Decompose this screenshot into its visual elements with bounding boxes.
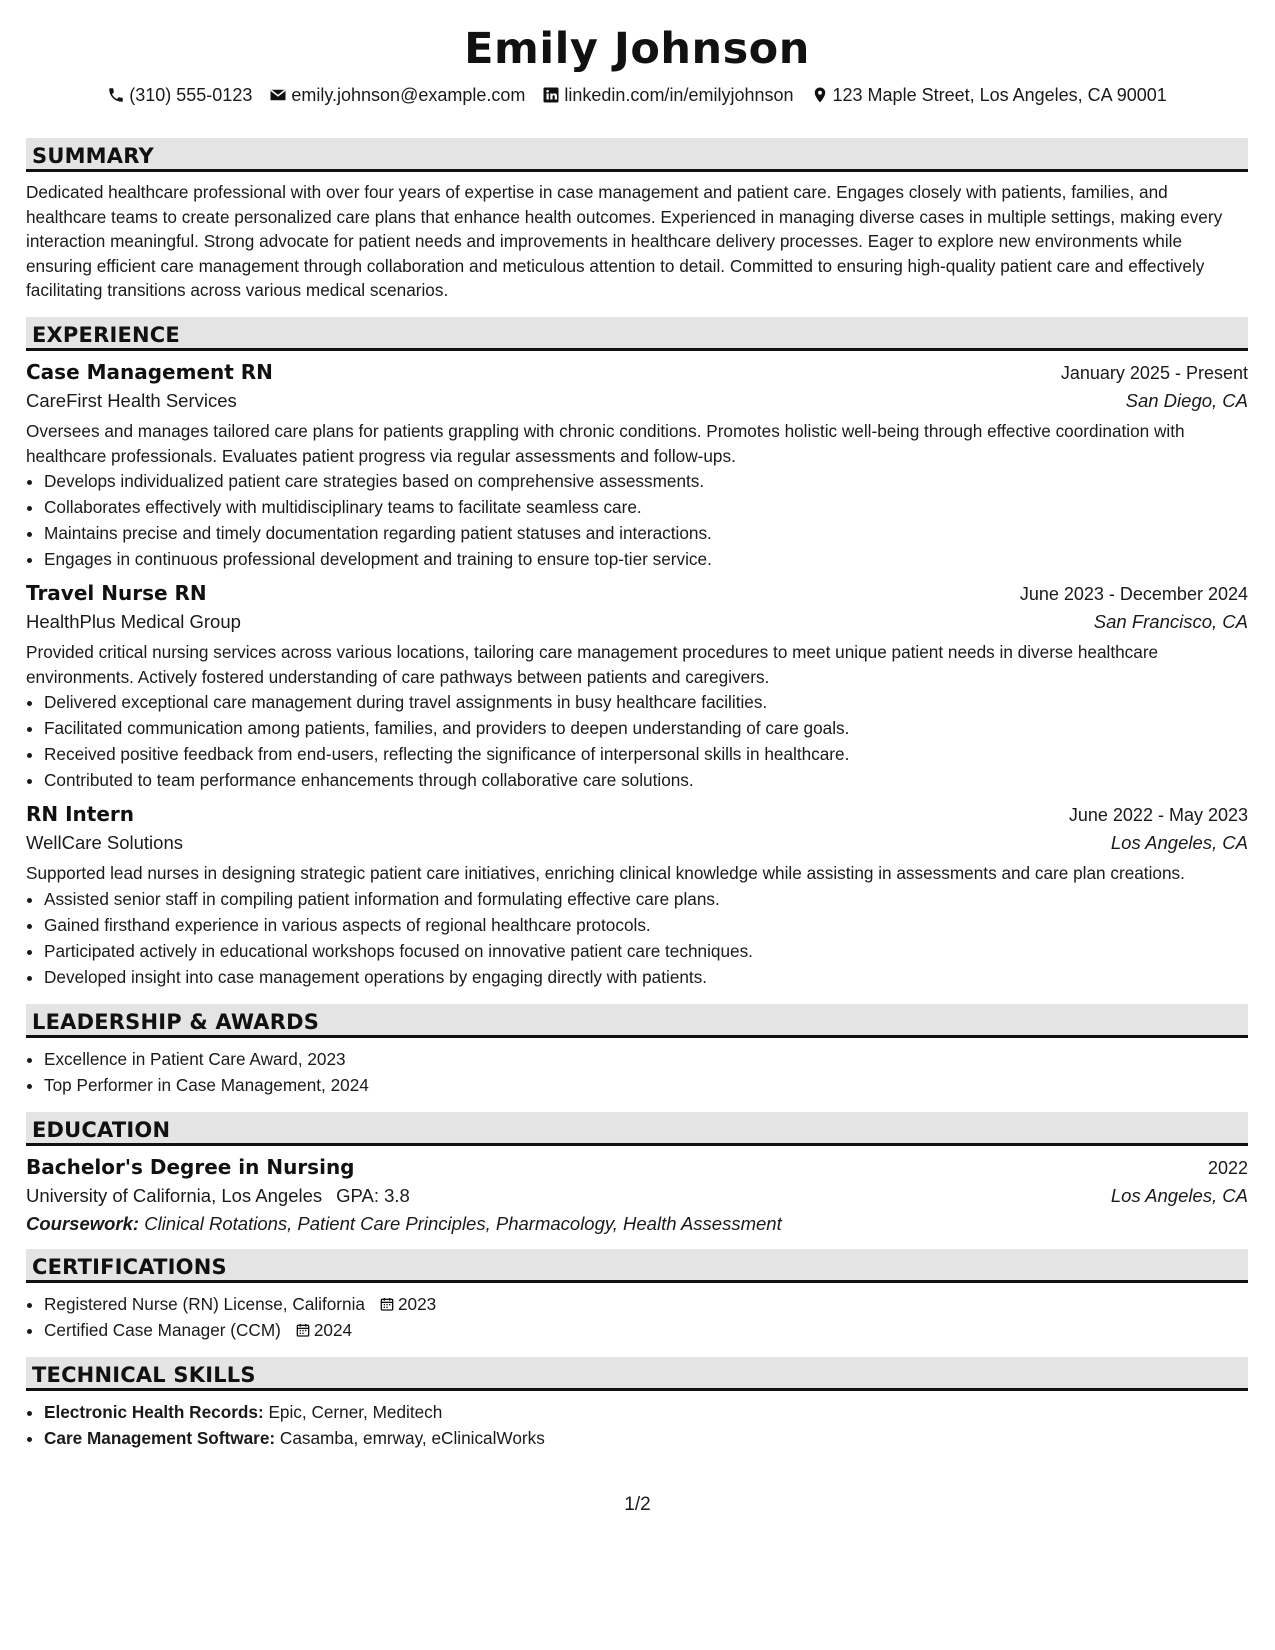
linkedin-text: linkedin.com/in/emilyjohnson (564, 84, 794, 105)
certification-date (379, 1291, 436, 1317)
job-description: Oversees and manages tailored care plans for patients grappling with chronic conditions. Promotes holistic well-being through effective coordination with healthcare professionals. Evaluates patient progress via regular assessments and follow-ups. (26, 420, 1185, 466)
list-item: • Gained firsthand experience in various aspects of regional healthcare protocols. (44, 912, 1248, 938)
section-heading-awards: LEADERSHIP & AWARDS (26, 1004, 1248, 1038)
job-company: CareFirst Health Services (26, 389, 237, 411)
certifications-section (26, 1249, 1248, 1343)
list-item: • Top Performer in Case Management, 2024 (44, 1072, 1248, 1098)
contact-phone[interactable] (107, 85, 252, 106)
awards-section (26, 1004, 1248, 1098)
page-number: 1/2 (624, 1494, 651, 1515)
summary-section (26, 138, 1248, 303)
job-entry (26, 360, 1248, 572)
list-item: • Participated actively in educational workshops focused on innovative patient care techniques. (44, 938, 1248, 964)
contact-linkedin[interactable] (542, 85, 793, 106)
phone-text: (310) 555-0123 (129, 84, 253, 105)
section-heading-education: EDUCATION (26, 1112, 1248, 1146)
certifications-list (26, 1291, 1248, 1343)
school-location: Los Angeles, CA (1110, 1184, 1248, 1206)
list-item: • Received positive feedback from end-users, reflecting the significance of interpersonal skills in healthcare. (44, 741, 1248, 767)
linkedin-icon (542, 86, 560, 104)
job-description: Supported lead nurses in designing strategic patient care initiatives, enriching clinical knowledge while assisting in assessments and care plan creations. (26, 863, 1185, 884)
skill-category: Care Management Software: (44, 1427, 276, 1448)
phone-icon (107, 86, 125, 104)
awards-list (26, 1046, 1248, 1098)
certification-name: • Certified Case Manager (CCM) (44, 1319, 281, 1340)
skill-values: Epic, Cerner, Meditech (268, 1401, 443, 1422)
job-title: RN Intern (26, 802, 135, 827)
section-heading-experience: EXPERIENCE (26, 317, 1248, 351)
list-item (44, 1399, 1248, 1425)
job-company: HealthPlus Medical Group (26, 611, 241, 633)
list-item (44, 1291, 1248, 1317)
coursework-list: Clinical Rotations, Patient Care Principles, Pharmacology, Health Assessment (144, 1212, 782, 1234)
certification-year: 2023 (397, 1293, 437, 1314)
list-item: • Excellence in Patient Care Award, 2023 (44, 1046, 1248, 1072)
job-location: San Francisco, CA (1093, 611, 1248, 633)
job-entry (26, 802, 1248, 990)
job-entry (26, 581, 1248, 793)
job-location: Los Angeles, CA (1110, 832, 1248, 854)
coursework (26, 1213, 1248, 1235)
skills-list (26, 1399, 1248, 1451)
list-item: • Contributed to team performance enhancements through collaborative care solutions. (44, 767, 1248, 793)
list-item: • Delivered exceptional care management during travel assignments in busy healthcare facilities. (44, 689, 1248, 715)
job-dates: January 2025 - Present (1060, 362, 1248, 383)
contact-email[interactable] (269, 85, 525, 106)
list-item: • Maintains precise and timely documentation regarding patient statuses and interactions. (44, 520, 1248, 546)
graduation-year: 2022 (1207, 1157, 1248, 1178)
certification-date (295, 1317, 352, 1343)
job-location: San Diego, CA (1125, 389, 1248, 411)
calendar-icon (295, 1322, 311, 1338)
contact-bar (26, 82, 1248, 108)
list-item (44, 1317, 1248, 1343)
degree-title: Bachelor's Degree in Nursing (26, 1154, 355, 1179)
section-heading-summary: SUMMARY (26, 138, 1248, 172)
list-item: • Develops individualized patient care strategies based on comprehensive assessments. (44, 468, 1248, 494)
envelope-icon (269, 86, 287, 104)
experience-section (26, 317, 1248, 990)
school-name: University of California, Los Angeles (26, 1184, 323, 1206)
contact-address (811, 85, 1167, 106)
summary-text: Dedicated healthcare professional with over four years of expertise in case management and patient care. Engages closely with patients, families, and healthcare teams to create personalized care plans that enhance health outcomes. Experienced in managing diverse cases in multiple settings, making every interaction meaningful. Strong advocate for patient needs and improvements in healthcare delivery processes. Eager to explore new environments while ensuring efficient care management through collaboration and meticulous attention to detail. Committed to ensuring high-quality patient care and effectively facilitating transitions across various medical scenarios. (26, 182, 1223, 301)
coursework-label: Coursework: (26, 1212, 140, 1234)
calendar-icon (379, 1296, 395, 1312)
list-item: • Developed insight into case management operations by engaging directly with patients. (44, 964, 1248, 990)
skill-category: Electronic Health Records: (44, 1401, 264, 1422)
list-item (44, 1425, 1248, 1451)
job-bullets (26, 468, 1248, 572)
email-text: emily.johnson@example.com (291, 84, 526, 105)
list-item: • Collaborates effectively with multidisciplinary teams to facilitate seamless care. (44, 494, 1248, 520)
certification-name: • Registered Nurse (RN) License, California (44, 1293, 365, 1314)
job-dates: June 2023 - December 2024 (1019, 584, 1248, 605)
job-bullets (26, 886, 1248, 990)
list-item: • Facilitated communication among patients, families, and providers to deepen understanding of care goals. (44, 715, 1248, 741)
address-text: 123 Maple Street, Los Angeles, CA 90001 (832, 84, 1167, 105)
job-description: Provided critical nursing services across various locations, tailoring care management procedures to meet unique patient needs in diverse healthcare environments. Actively fostered understanding of care pathways between patients and caregivers. (26, 642, 1159, 687)
job-company: WellCare Solutions (26, 832, 183, 854)
job-title: Case Management RN (26, 359, 273, 384)
job-title: Travel Nurse RN (26, 581, 207, 606)
school-line (26, 1185, 410, 1207)
map-pin-icon (811, 86, 829, 104)
gpa: GPA: 3.8 (336, 1184, 410, 1206)
job-dates: June 2022 - May 2023 (1068, 805, 1248, 826)
section-heading-skills: TECHNICAL SKILLS (26, 1357, 1248, 1391)
education-section (26, 1112, 1248, 1235)
list-item: • Engages in continuous professional development and training to ensure top-tier service. (44, 546, 1248, 572)
job-bullets (26, 689, 1248, 793)
section-heading-certifications: CERTIFICATIONS (26, 1249, 1248, 1283)
candidate-name: Emily Johnson (464, 24, 810, 74)
skill-values: Casamba, emrway, eClinicalWorks (279, 1427, 545, 1448)
education-entry (26, 1155, 1248, 1235)
certification-year: 2024 (313, 1319, 353, 1340)
list-item: • Assisted senior staff in compiling patient information and formulating effective care plans. (44, 886, 1248, 912)
skills-section (26, 1357, 1248, 1451)
